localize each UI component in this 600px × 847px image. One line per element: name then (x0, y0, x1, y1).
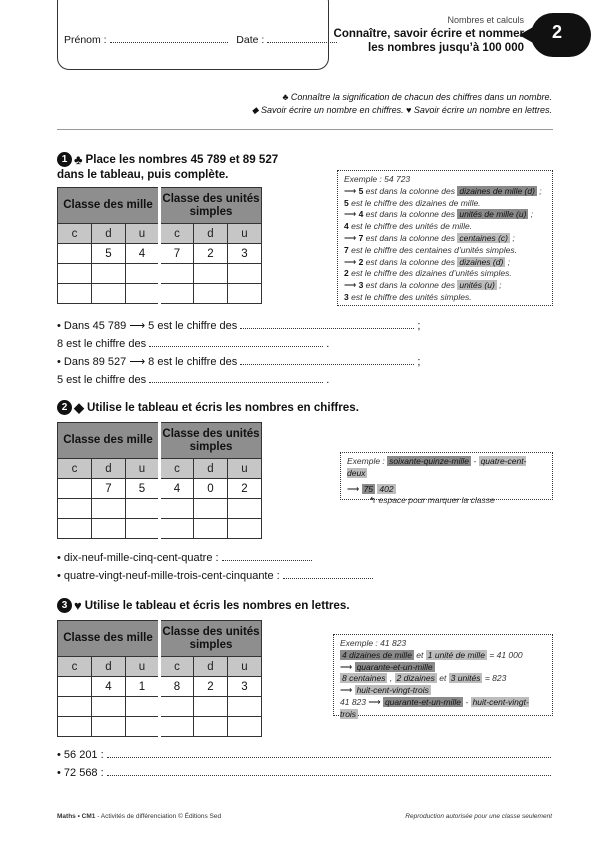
table-cell[interactable] (194, 519, 228, 539)
table-cell[interactable]: 8 (160, 677, 194, 697)
up-arrow-icon: ↰ (369, 495, 377, 506)
question-4: 5 est le chiffre des (57, 374, 147, 386)
exercise-3-header (57, 598, 350, 613)
table-row (58, 499, 262, 519)
exercise-1-number: 1 (57, 152, 72, 167)
answer-field[interactable] (107, 767, 551, 776)
objective-2: ◆ Savoir écrire un nombre en chiffres. ♥ Savoir écrire un nombre en lettres. (251, 105, 552, 115)
table-cell[interactable]: 5 (92, 244, 126, 264)
question-1: • Dans 45 789 ⟶ 5 est le chiffre des (57, 320, 238, 332)
place-value-table-2 (57, 422, 262, 539)
question-2: 8 est le chiffre des (57, 338, 147, 350)
col-c: c (58, 459, 92, 479)
table-cell[interactable] (126, 264, 160, 284)
col-c: c (58, 224, 92, 244)
class-mille-header: Classe des mille (58, 188, 160, 224)
class-simples-header: Classe des unités simples (160, 188, 262, 224)
footer-right: Reproduction autorisée pour une classe seulement (405, 813, 552, 820)
exercise-1-header (57, 152, 278, 182)
table-cell[interactable]: 7 (160, 244, 194, 264)
prenom-field[interactable] (110, 34, 228, 43)
exercise-2-header (57, 400, 359, 415)
table-cell[interactable]: 3 (228, 244, 262, 264)
col-d: d (194, 657, 228, 677)
answer-field[interactable] (240, 356, 414, 365)
table-cell[interactable] (58, 479, 92, 499)
table-row (58, 717, 262, 737)
table-cell[interactable] (126, 284, 160, 304)
exercise-3-questions (57, 746, 551, 782)
table-cell[interactable]: 1 (126, 677, 160, 697)
table-cell[interactable] (126, 697, 160, 717)
example-3-title: Exemple : 41 823 (340, 638, 407, 648)
prenom-label: Prénom : (64, 34, 107, 46)
place-value-table-3 (57, 620, 262, 737)
exercise-1-questions: • Dans 45 789 ⟶ 5 est le chiffre des ; 8 est le chiffre des . • Dans 89 527 ⟶ 8 est le chiffre des ; 5 est le chiffre des . (57, 320, 421, 386)
table-cell[interactable] (228, 697, 262, 717)
col-d: d (92, 657, 126, 677)
example-box-3: Exemple : 41 823 4 dizaines de mille et 1 unité de mille = 41 000 ⟶ quarante-et-un-mille 8 centaines , 2 dizaines et 3 unités = 823 ⟶ huit-cent-vingt-trois 41 823 ⟶ quarante-et-un-mille - huit-cent-vingt-trois (333, 634, 553, 716)
table-cell[interactable] (58, 499, 92, 519)
table-cell[interactable]: 2 (228, 479, 262, 499)
col-c: c (160, 224, 194, 244)
exercise-2-questions (57, 549, 373, 585)
table-cell[interactable] (160, 519, 194, 539)
table-cell[interactable] (194, 264, 228, 284)
table-row (58, 479, 262, 499)
table-cell[interactable]: 7 (92, 479, 126, 499)
table-cell[interactable] (92, 519, 126, 539)
table-cell[interactable] (228, 499, 262, 519)
exercise-2-number: 2 (57, 400, 72, 415)
class-simples-header: Classe des unités simples (160, 423, 262, 459)
table-cell[interactable] (126, 499, 160, 519)
table-cell[interactable]: 2 (194, 244, 228, 264)
objective-1: ♣ Connaître la signification de chacun des chiffres dans un nombre. (282, 92, 552, 102)
col-u: u (228, 224, 262, 244)
class-mille-header: Classe des mille (58, 621, 160, 657)
footer-left: Maths • CM1 - Activités de différenciation © Éditions Sed (57, 813, 222, 820)
example-box-2: Exemple : soixante-quinze-mille - quatre-cent-deux ⟶ 75 402 ↰ espace pour marquer la classe (340, 452, 553, 500)
table-row (58, 244, 262, 264)
table-row (58, 284, 262, 304)
class-mille-header: Classe des mille (58, 423, 160, 459)
example-box-1: Exemple : 54 723 ⟶ 5 est dans la colonne des dizaines de mille (d) ; 5 est le chiffre des dizaines de mille. ⟶ 4 est dans la colonne des unités de mille (u) ; 4 est le chiffre des unités de mille. ⟶ 7 est dans la colonne des centaines (c) ; 7 est le chiffre des centaines d’unités simples. ⟶ 2 est dans la colonne des dizaines (d) ; 2 est le chiffre des dizaines d’unités simples. ⟶ 3 est dans la colonne des unités (u) ; 3 est le chiffre des unités simples. (337, 170, 553, 306)
table-cell[interactable] (228, 519, 262, 539)
table-cell[interactable]: 5 (126, 479, 160, 499)
col-d: d (92, 459, 126, 479)
heart-icon: ♥ (74, 598, 82, 614)
name-date-line (64, 34, 337, 46)
table-cell[interactable]: 4 (160, 479, 194, 499)
domain-label: Nombres et calculs (447, 15, 524, 25)
answer-field[interactable] (149, 374, 323, 383)
exercise-3-number: 3 (57, 598, 72, 613)
lesson-number: 2 (552, 22, 563, 42)
table-cell[interactable] (92, 499, 126, 519)
class-simples-header: Classe des unités simples (160, 621, 262, 657)
table-cell[interactable]: 3 (228, 677, 262, 697)
title-line-1: Connaître, savoir écrire et nommer (333, 28, 524, 40)
table-cell[interactable] (92, 264, 126, 284)
table-cell[interactable] (58, 519, 92, 539)
answer-field[interactable] (222, 552, 312, 561)
col-d: d (92, 224, 126, 244)
table-cell[interactable] (194, 717, 228, 737)
table-cell[interactable] (228, 717, 262, 737)
exercise-1-instruction-2: dans le tableau, puis complète. (57, 168, 229, 182)
table-cell[interactable] (58, 697, 92, 717)
table-cell[interactable] (194, 499, 228, 519)
exercise-1-instruction-1: Place les nombres 45 789 et 89 527 (85, 153, 279, 166)
table-cell[interactable] (228, 264, 262, 284)
date-field[interactable] (267, 34, 337, 43)
table-cell[interactable] (58, 677, 92, 697)
exercise-3-instruction: Utilise le tableau et écris les nombres en lettres. (84, 599, 350, 612)
col-u: u (126, 459, 160, 479)
table-cell[interactable] (160, 284, 194, 304)
col-u: u (126, 657, 160, 677)
question-1: • 56 201 : (57, 749, 104, 761)
table-cell[interactable] (58, 244, 92, 264)
table-cell[interactable] (92, 284, 126, 304)
exercise-2-instruction: Utilise le tableau et écris les nombres en chiffres. (87, 401, 359, 414)
col-d: d (194, 459, 228, 479)
table-cell[interactable] (228, 284, 262, 304)
question-2: • 72 568 : (57, 767, 104, 779)
table-cell[interactable] (194, 697, 228, 717)
table-row (58, 697, 262, 717)
table-cell[interactable] (126, 717, 160, 737)
question-3: • Dans 89 527 ⟶ 8 est le chiffre des (57, 356, 238, 368)
table-cell[interactable] (58, 717, 92, 737)
col-d: d (194, 224, 228, 244)
col-u: u (228, 657, 262, 677)
table-cell[interactable] (58, 284, 92, 304)
question-2: • quatre-vingt-neuf-mille-trois-cent-cinquante : (57, 570, 280, 582)
page-title (330, 27, 524, 55)
table-cell[interactable] (92, 697, 126, 717)
answer-field[interactable] (240, 320, 414, 329)
table-cell[interactable] (160, 499, 194, 519)
table-row (58, 519, 262, 539)
date-label: Date : (236, 34, 265, 46)
table-row (58, 264, 262, 284)
table-cell[interactable] (160, 264, 194, 284)
divider (57, 129, 553, 130)
club-icon: ♣ (74, 152, 83, 168)
col-c: c (160, 657, 194, 677)
answer-field[interactable] (149, 338, 323, 347)
table-row (58, 677, 262, 697)
diamond-icon: ◆ (74, 400, 84, 416)
table-cell[interactable]: 2 (194, 677, 228, 697)
example-1-title: Exemple : 54 723 (344, 174, 411, 184)
question-1: • dix-neuf-mille-cinq-cent-quatre : (57, 552, 219, 564)
table-cell[interactable] (92, 717, 126, 737)
table-cell[interactable] (160, 697, 194, 717)
answer-field[interactable] (107, 749, 551, 758)
table-cell[interactable]: 4 (126, 244, 160, 264)
col-u: u (228, 459, 262, 479)
place-value-table-1 (57, 187, 262, 304)
table-cell[interactable] (194, 284, 228, 304)
table-cell[interactable]: 0 (194, 479, 228, 499)
table-cell[interactable] (126, 519, 160, 539)
col-u: u (126, 224, 160, 244)
table-cell[interactable] (160, 717, 194, 737)
col-c: c (160, 459, 194, 479)
table-cell[interactable] (58, 264, 92, 284)
title-line-2: les nombres jusqu’à 100 000 (368, 42, 524, 54)
col-c: c (58, 657, 92, 677)
table-cell[interactable]: 4 (92, 677, 126, 697)
answer-field[interactable] (283, 570, 373, 579)
